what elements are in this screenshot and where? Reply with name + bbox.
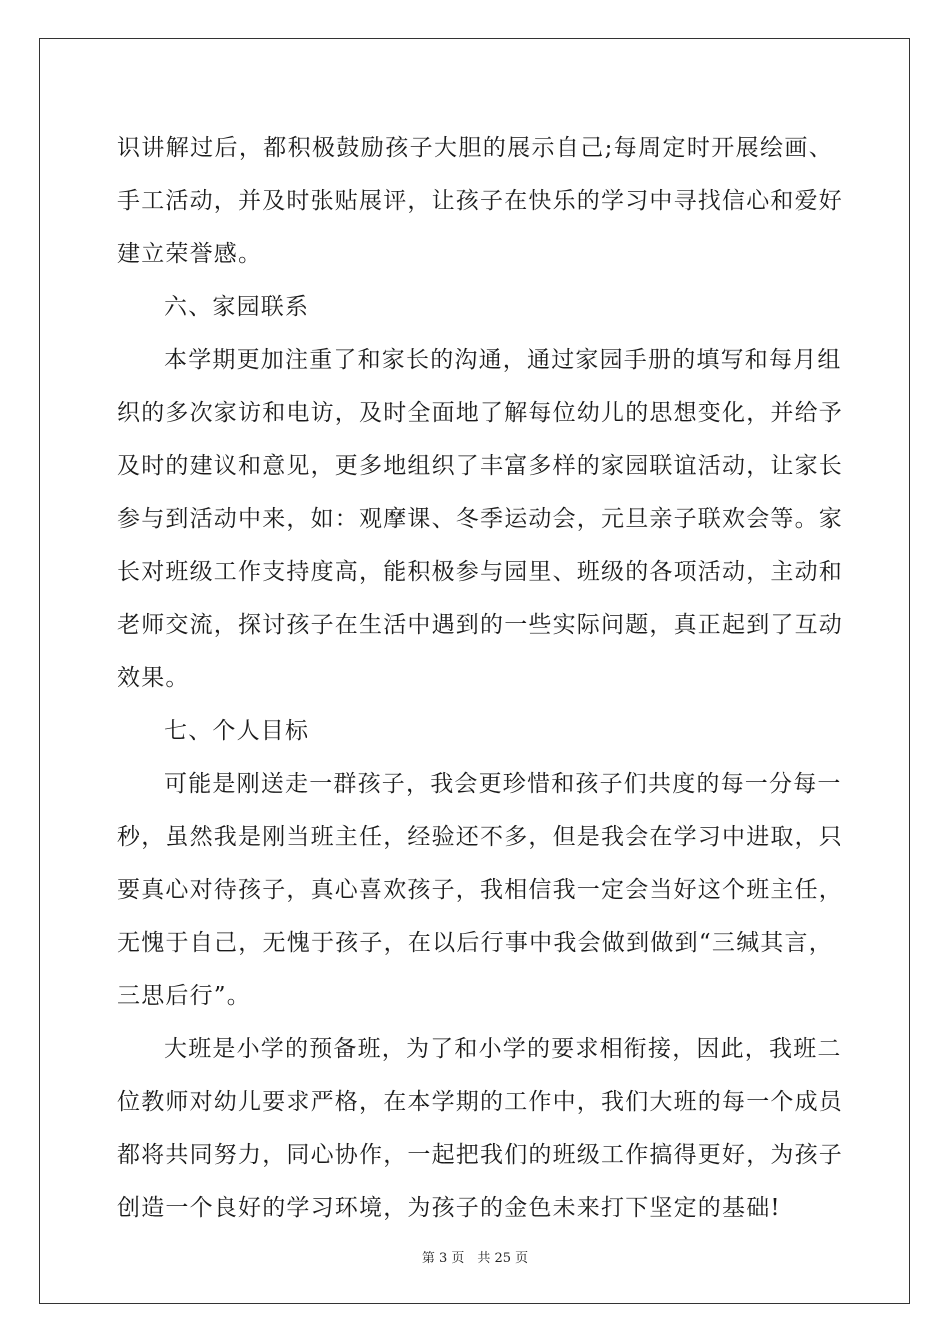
section-heading: 七、个人目标 bbox=[164, 718, 310, 744]
text-line: 无愧于自己，无愧于孩子，在以后行事中我会做到做到“三缄其言， bbox=[117, 930, 833, 956]
page-number-footer: 第 3 页 共 25 页 bbox=[421, 1251, 529, 1266]
text-line: 识讲解过后，都积极鼓励孩子大胆的展示自己;每周定时开展绘画、 bbox=[117, 135, 833, 161]
text-line: 要真心对待孩子，真心喜欢孩子，我相信我一定会当好这个班主任， bbox=[117, 877, 843, 903]
text-line: 本学期更加注重了和家长的沟通，通过家园手册的填写和每月组 bbox=[164, 347, 842, 373]
document-body bbox=[117, 122, 843, 1235]
text-line: 秒，虽然我是刚当班主任，经验还不多，但是我会在学习中进取，只 bbox=[117, 824, 843, 850]
text-line: 老师交流，探讨孩子在生活中遇到的一些实际问题，真正起到了互动 bbox=[117, 612, 843, 638]
text-line: 都将共同努力，同心协作，一起把我们的班级工作搞得更好，为孩子 bbox=[117, 1142, 843, 1168]
text-line: 织的多次家访和电访，及时全面地了解每位幼儿的思想变化，并给予 bbox=[117, 400, 843, 426]
text-line: 大班是小学的预备班，为了和小学的要求相衔接，因此，我班二 bbox=[164, 1036, 842, 1062]
text-line: 创造一个良好的学习环境，为孩子的金色未来打下坚定的基础! bbox=[117, 1195, 781, 1221]
text-line: 三思后行”。 bbox=[117, 983, 251, 1009]
text-line: 参与到活动中来，如：观摩课、冬季运动会，元旦亲子联欢会等。家 bbox=[117, 506, 843, 532]
text-line: 手工活动，并及时张贴展评，让孩子在快乐的学习中寻找信心和爱好 bbox=[117, 188, 843, 214]
text-line: 及时的建议和意见，更多地组织了丰富多样的家园联谊活动，让家长 bbox=[117, 453, 843, 479]
text-line: 可能是刚送走一群孩子，我会更珍惜和孩子们共度的每一分每一 bbox=[164, 771, 842, 797]
text-line: 位教师对幼儿要求严格，在本学期的工作中，我们大班的每一个成员 bbox=[117, 1089, 843, 1115]
text-line: 效果。 bbox=[117, 665, 190, 691]
section-heading: 六、家园联系 bbox=[164, 294, 310, 320]
text-line: 长对班级工作支持度高，能积极参与园里、班级的各项活动，主动和 bbox=[117, 559, 843, 585]
text-line: 建立荣誉感。 bbox=[117, 241, 263, 267]
